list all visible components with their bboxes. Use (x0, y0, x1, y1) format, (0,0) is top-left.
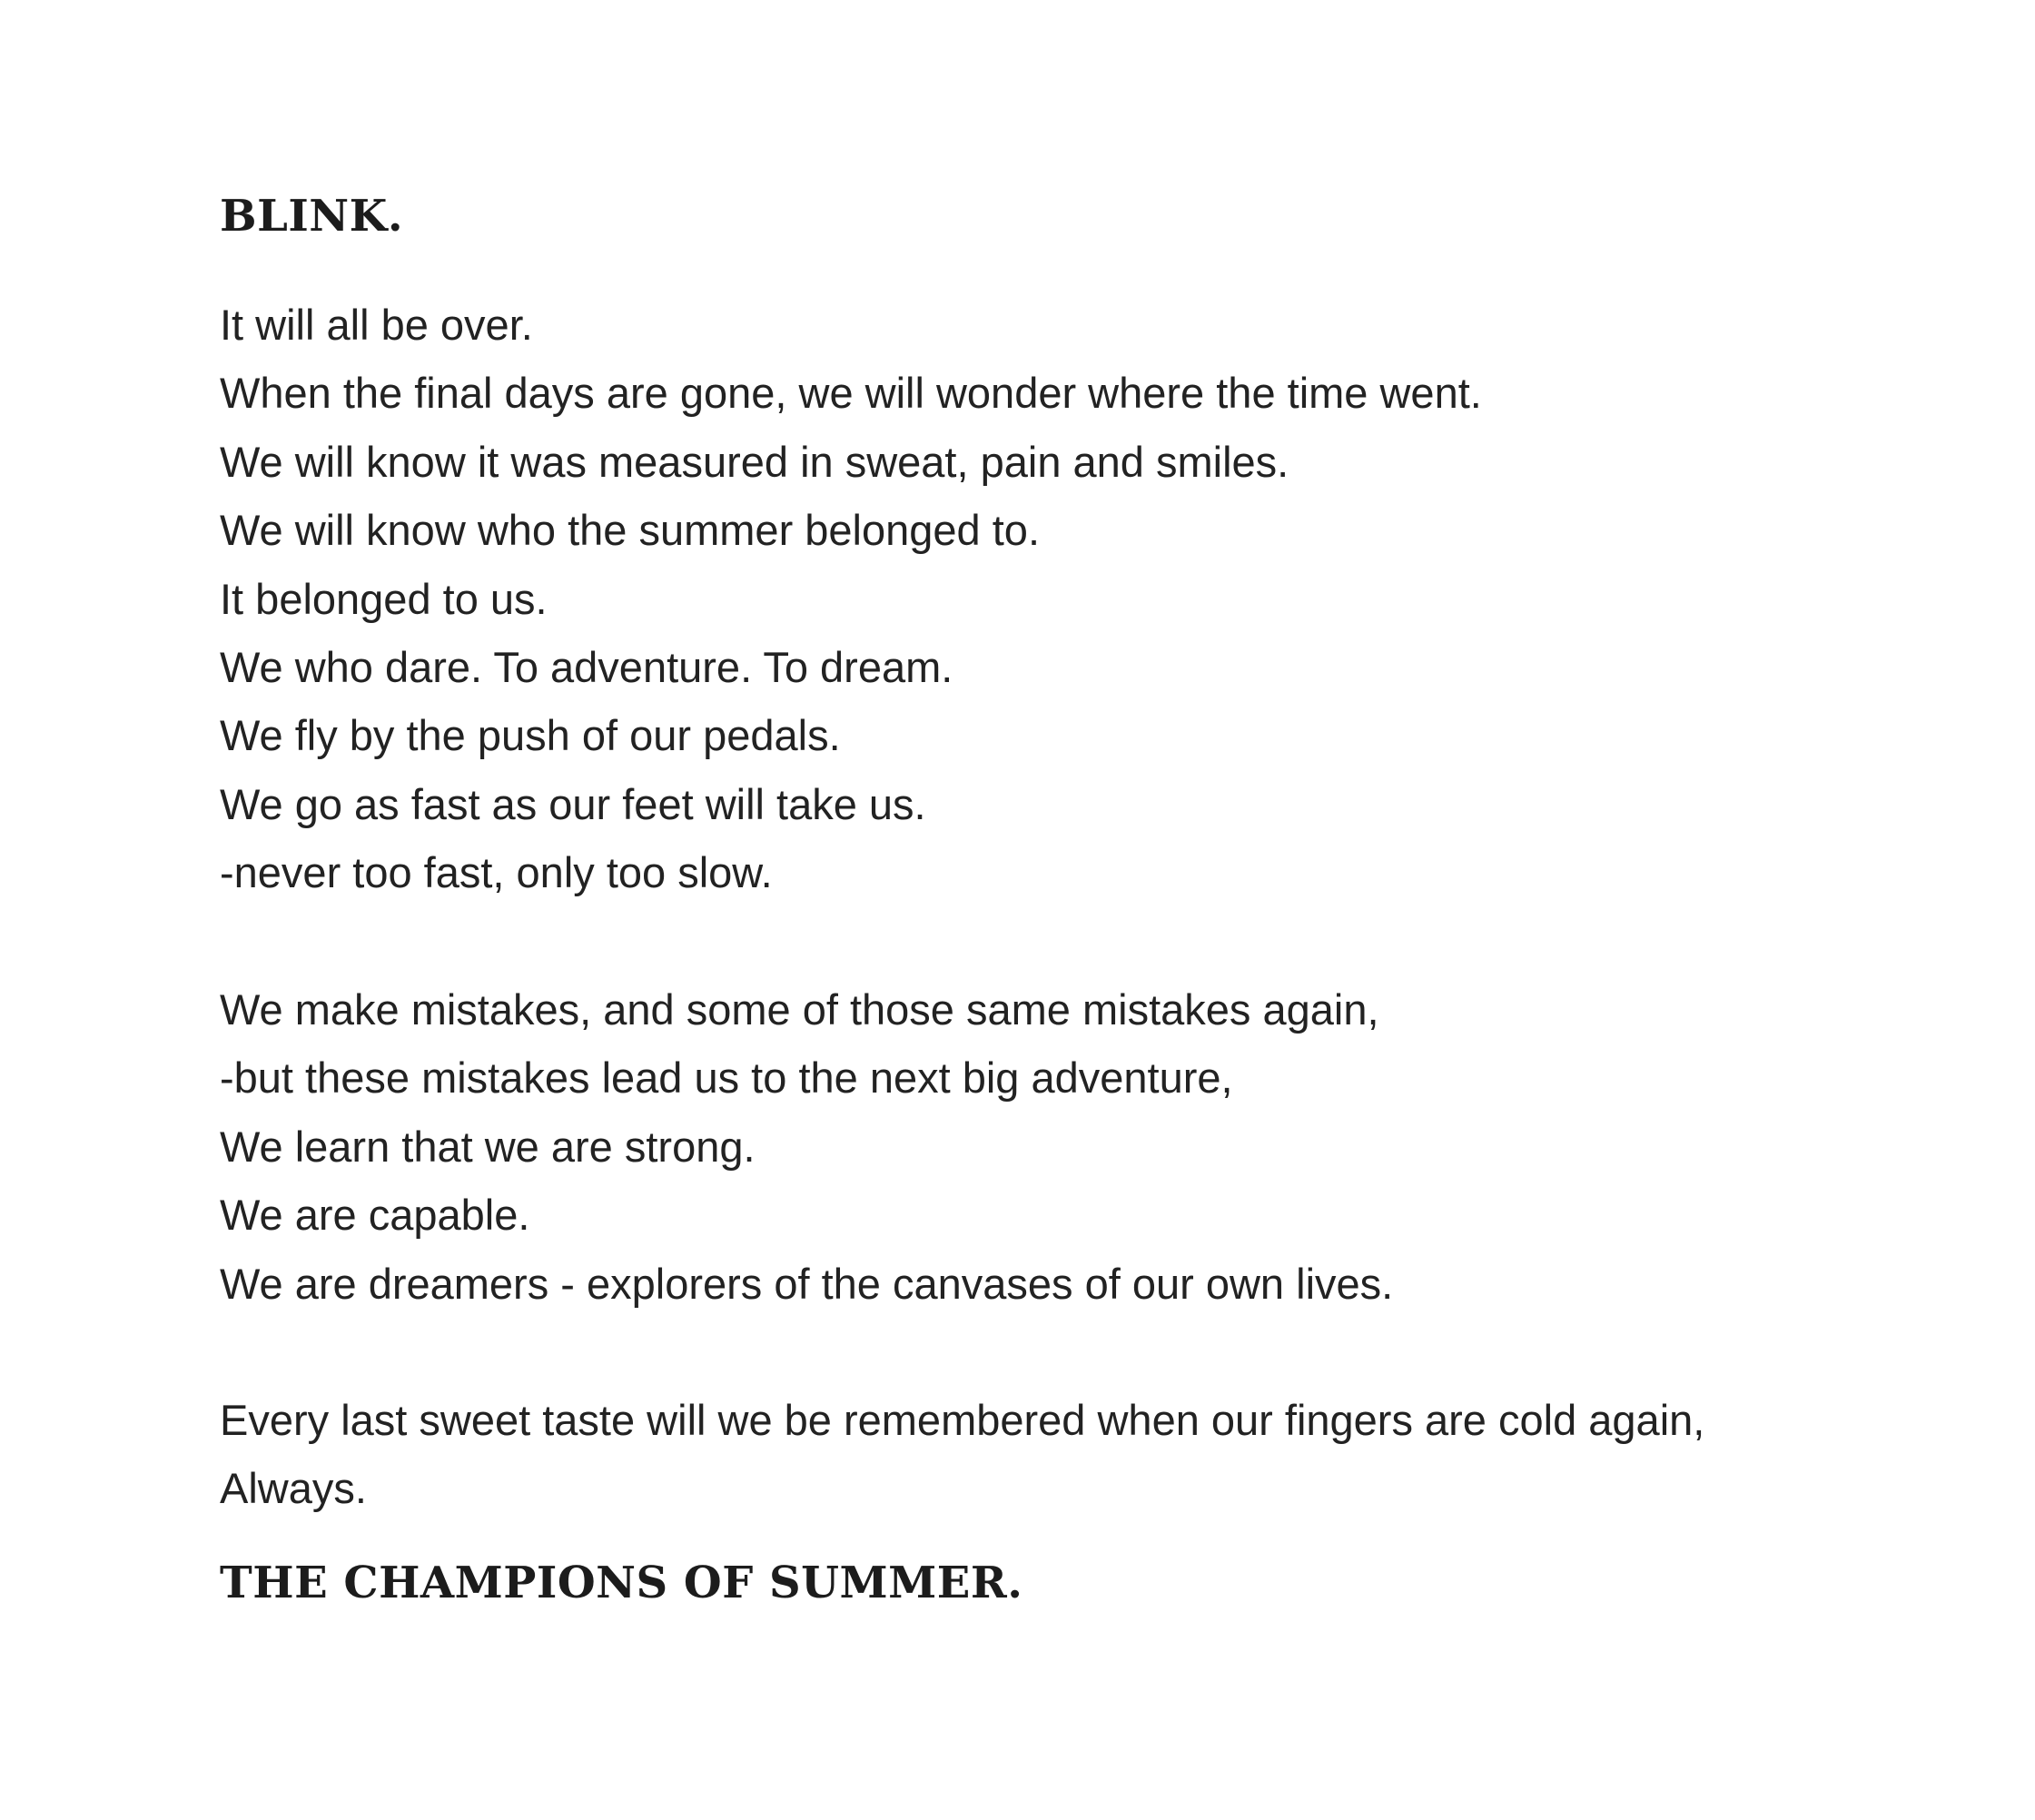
poem-line: Every last sweet taste will we be remembered when our fingers are cold again, (220, 1396, 1705, 1444)
poem-line: It will all be over. (220, 301, 533, 349)
poem-closing: THE CHAMPIONS OF SUMMER. (220, 1558, 1023, 1608)
stanza-2 (220, 975, 1393, 1318)
poem-line: We are capable. (220, 1191, 530, 1240)
poem-line: -never too fast, only too slow. (220, 848, 773, 897)
stanza-3 (220, 1386, 1704, 1523)
poem-line: When the final days are gone, we will wonder where the time went. (220, 369, 1482, 418)
poem-line: We learn that we are strong. (220, 1122, 756, 1171)
poem-line: We make mistakes, and some of those same mistakes again, (220, 985, 1379, 1034)
poem-line: Always. (220, 1464, 367, 1513)
poem-line: It belonged to us. (220, 574, 548, 623)
stanza-1 (220, 291, 1482, 907)
poem-line: We go as fast as our feet will take us. (220, 779, 926, 828)
poem-title: BLINK. (220, 191, 404, 242)
poem-line: We who dare. To adventure. To dream. (220, 643, 953, 692)
poem-line: We will know it was measured in sweat, pain and smiles. (220, 437, 1289, 486)
poem-line: We fly by the push of our pedals. (220, 711, 841, 760)
poem-line: We are dreamers - explorers of the canvases of our own lives. (220, 1259, 1394, 1308)
poem-line: -but these mistakes lead us to the next big adventure, (220, 1053, 1233, 1103)
poem-line: We will know who the summer belonged to. (220, 506, 1041, 555)
